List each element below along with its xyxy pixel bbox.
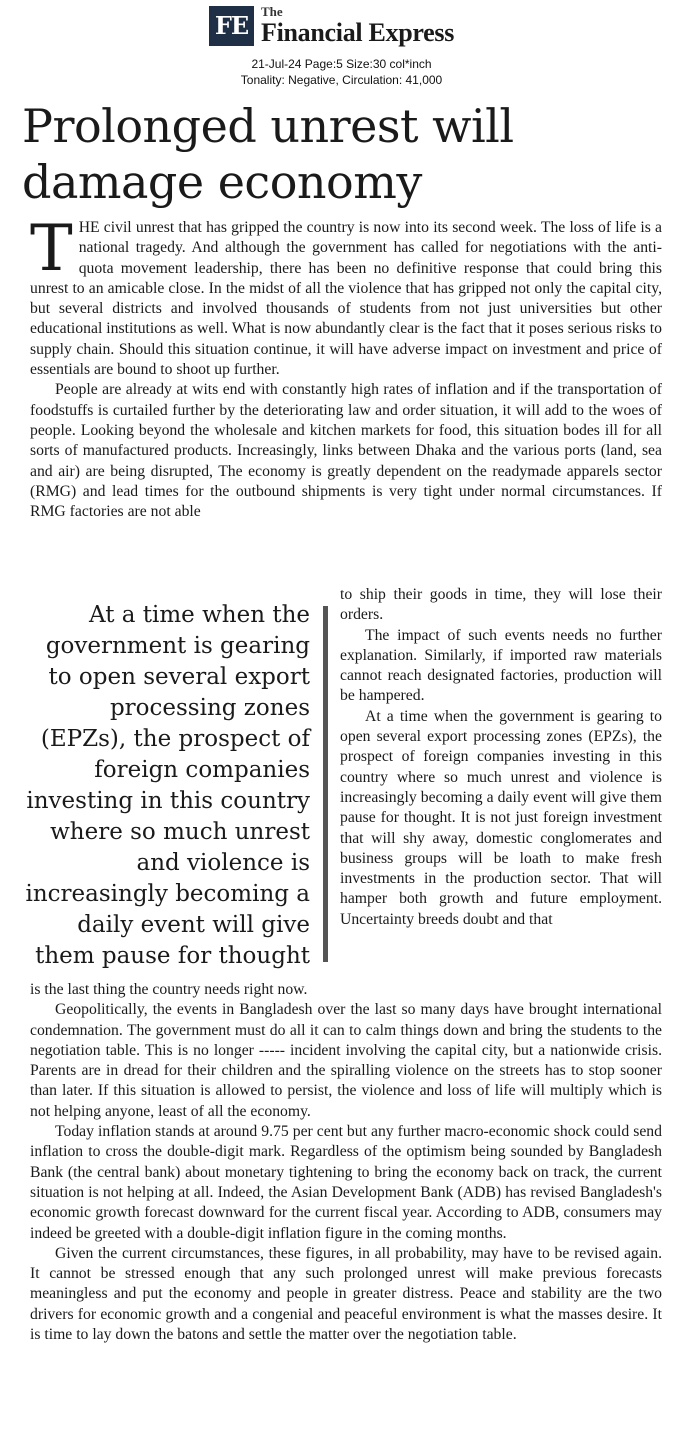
article-headline: Prolonged unrest will damage economy bbox=[22, 99, 514, 209]
clip-date-page-size: 21-Jul-24 Page:5 Size:30 col*inch bbox=[251, 57, 432, 71]
publication-name: Financial Express bbox=[261, 18, 455, 47]
paragraph-1 bbox=[30, 212, 662, 380]
paragraph-2: People are already at wits end with constantly high rates of inflation and if the transportation of foodstuffs is curtailed further by the deteriorating law and order situation, it will add to the woes of people. Looking beyond the wholesale and kitchen markets for food, this situation bodes ill for all sorts of manufactured products. Increasingly, links between Dhaka and the various ports (land, sea and air) are being disrupted, The economy is greatly dependent on the readymade apparels sector (RMG) and lead times for the outbound shipments is very tight under normal circumstances. If RMG factories are not able bbox=[30, 381, 662, 521]
pull-quote: At a time when the government is gearing to open several export processing zones (EPZs), the prospect of foreign companies investing in this country where so much unrest and violence is increasingly becoming a daily event will give them pause for thought bbox=[25, 602, 310, 969]
masthead bbox=[0, 0, 683, 92]
paragraph-2-continued: to ship their goods in time, they will lose their orders. bbox=[340, 586, 662, 624]
brand-prefix: The bbox=[261, 4, 283, 19]
paragraph-4: At a time when the government is gearing to open several export processing zones (EPZs), the prospect of foreign companies investing in this country where so much unrest and violence is increasingly becoming a daily event will give them pause for thought. It is not just foreign investment that will shy away, domestic conglomerates and business groups will be loath to make fresh investments in the production sector. That will hamper both growth and future employment. Uncertainty breeds doubt and that bbox=[340, 707, 662, 928]
paragraph-4-continued: is the last thing the country needs right now. bbox=[30, 981, 308, 998]
paragraph-3: The impact of such events needs no further explanation. Similarly, if imported raw materials cannot reach designated factories, production will be hampered. bbox=[340, 626, 662, 705]
drop-cap: T bbox=[30, 212, 73, 286]
article-right-column bbox=[340, 585, 662, 930]
article-closing-block bbox=[30, 980, 662, 1345]
article-intro-block bbox=[30, 212, 662, 522]
paragraph-1-text: HE civil unrest that has gripped the country is now into its second week. The loss of life is a national tragedy. And although the government has called for negotiations with the anti-quota movement leadership, there has been no definitive response that could bring this unrest to an amicable close. In the midst of all the violence that has gripped not only the capital city, but several districts and involved thousands of students from not just universities but other educational institutions as well. What is now abundantly clear is the fact that it poses serious risks to supply chain. Should this situation continue, it will have adverse impact on investment and price of essentials are bound to shoot up further. bbox=[30, 219, 662, 379]
clip-tonality-circulation: Tonality: Negative, Circulation: 41,000 bbox=[240, 73, 443, 87]
paragraph-7: Given the current circumstances, these figures, in all probability, may have to be revised again. It cannot be stressed enough that any such prolonged unrest will make previous forecasts meaningless and put the economy and people in greater distress. Peace and stability are the two drivers for economic growth and a congenial and peaceful environment is what the masses desire. It is time to lay down the batons and settle the matter over the negotiation table. bbox=[30, 1244, 662, 1344]
fe-logo: FE bbox=[209, 6, 254, 46]
paragraph-5: Geopolitically, the events in Bangladesh over the last so many days have brought international condemnation. The government must do all it can to calm things down and bring the students to the negotiation table. This is no longer ----- incident involving the capital city, but a nationwide crisis. Parents are in dread for their children and the spiralling violence on the streets has to stop sooner than later. If this situation is allowed to persist, the violence and loss of life will multiply which is not helping anyone, least of all the economy. bbox=[30, 1001, 662, 1120]
paragraph-6: Today inflation stands at around 9.75 per cent but any further macro-economic shock could send inflation to cross the double-digit mark. Regardless of the optimism being sounded by Bangladesh Bank (the central bank) about monetary tightening to bring the economy back on track, the current situation is not helping at all. Indeed, the Asian Development Bank (ADB) has revised Bangladesh's economic growth forecast downward for the current fiscal year. According to ADB, consumers may indeed be greeted with a double-digit inflation figure in the coming months. bbox=[30, 1123, 662, 1242]
pull-quote-divider bbox=[323, 606, 328, 962]
